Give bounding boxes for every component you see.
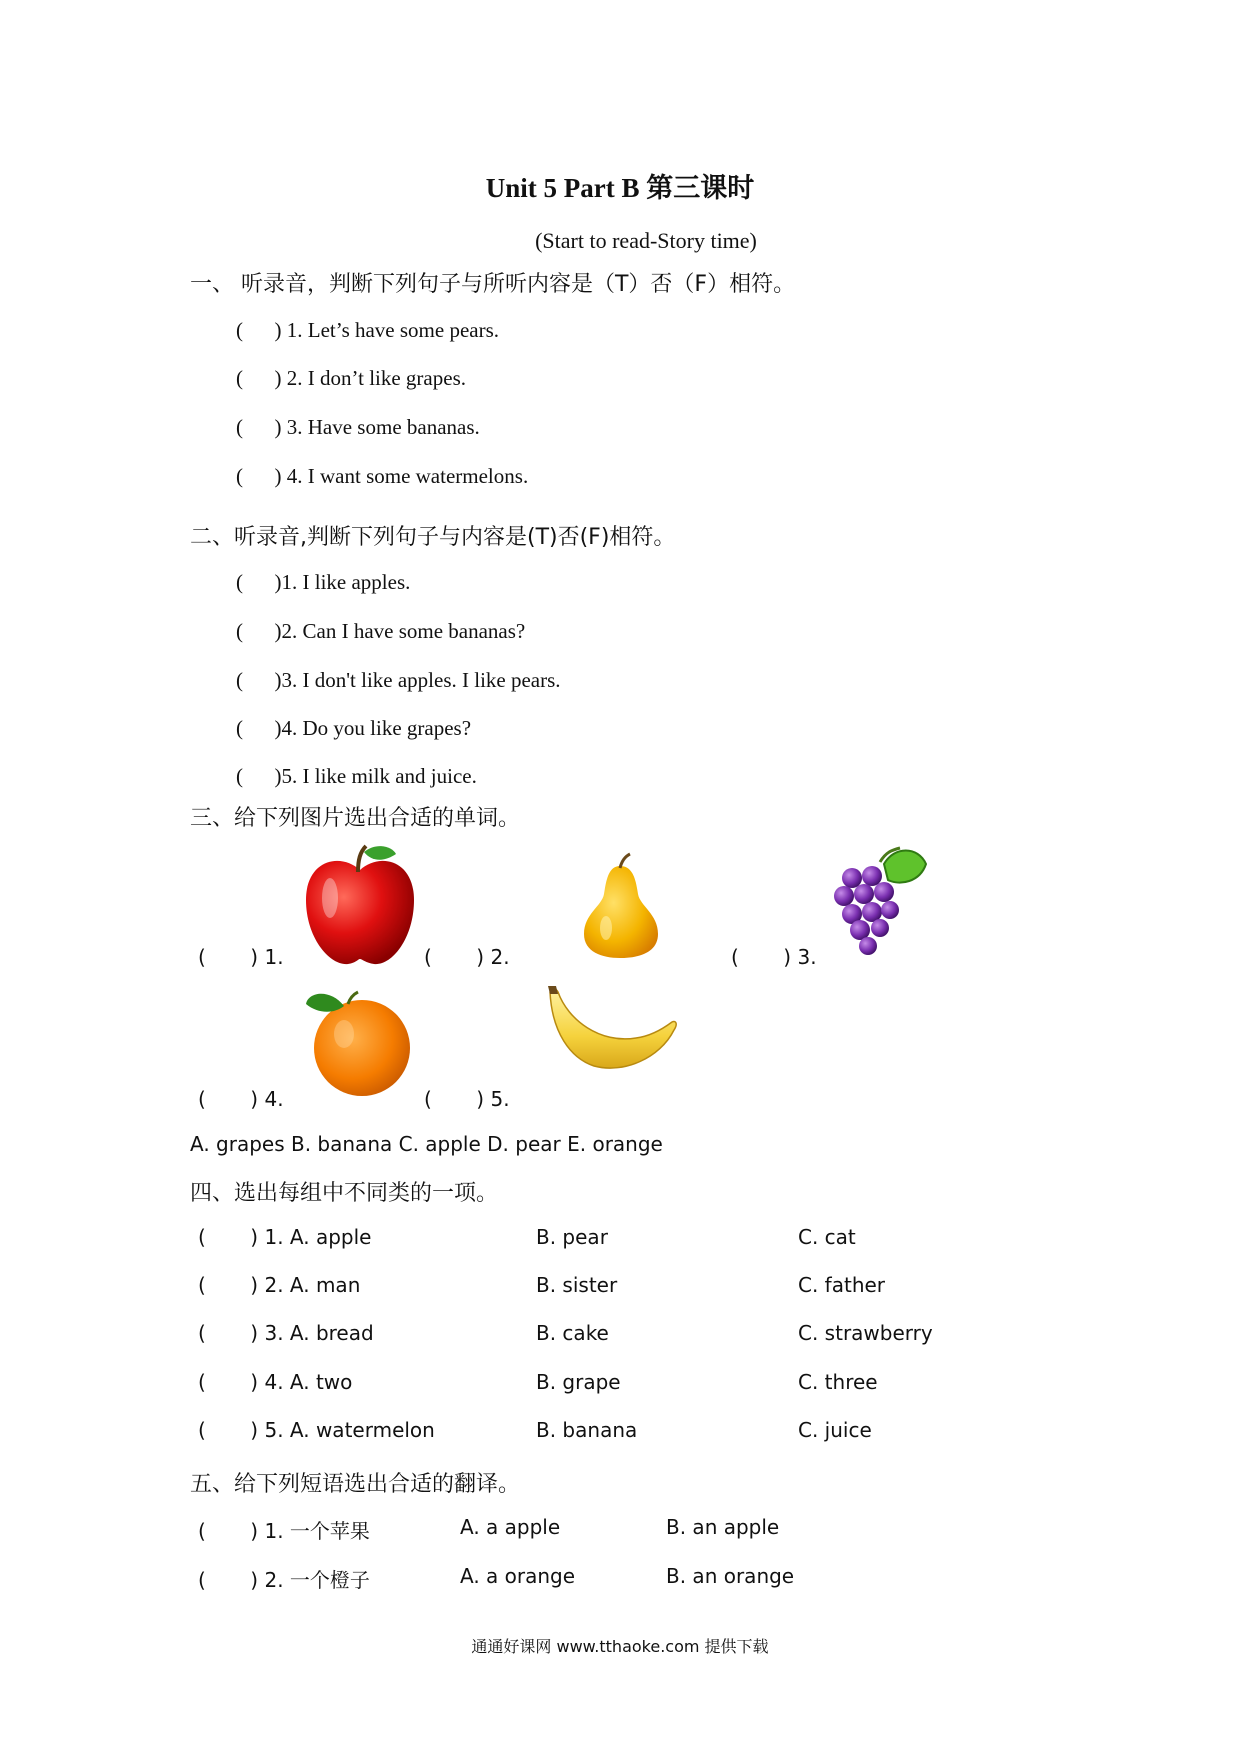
picture-question-4: ( ) 4. bbox=[198, 1087, 284, 1111]
odd-one-out-option: B. cake bbox=[536, 1321, 609, 1345]
odd-one-out-row-3: ( ) 3. A. bread bbox=[198, 1321, 374, 1345]
section-3-heading: 三、给下列图片选出合适的单词。 bbox=[190, 806, 521, 831]
odd-one-out-row-5: ( ) 5. A. watermelon bbox=[198, 1418, 435, 1442]
translation-row-1: ( ) 1. 一个苹果 bbox=[198, 1519, 370, 1543]
section-2-heading: 二、听录音,判断下列句子与内容是(T)否(F)相符。 bbox=[190, 525, 676, 550]
page-subtitle: (Start to read-Story time) bbox=[535, 228, 757, 253]
odd-one-out-option: C. three bbox=[798, 1370, 878, 1394]
translation-option: A. a apple bbox=[460, 1515, 561, 1539]
section-4-heading: 四、选出每组中不同类的一项。 bbox=[190, 1181, 499, 1206]
page-title: Unit 5 Part B 第三课时 bbox=[485, 173, 755, 203]
section-2-item: ( )4. Do you like grapes? bbox=[236, 716, 472, 740]
picture-question-3: ( ) 3. bbox=[731, 945, 817, 969]
section-2-item: ( )3. I don't like apples. I like pears. bbox=[236, 668, 561, 692]
section-1-item: ( ) 3. Have some bananas. bbox=[236, 415, 480, 439]
section-2-item: ( )1. I like apples. bbox=[236, 570, 411, 594]
section-1-item: ( ) 2. I don’t like grapes. bbox=[236, 366, 466, 390]
odd-one-out-option: B. pear bbox=[536, 1225, 608, 1249]
section-2-item: ( )5. I like milk and juice. bbox=[236, 764, 477, 788]
section-1-item: ( ) 1. Let’s have some pears. bbox=[236, 318, 500, 342]
picture-options: A. grapes B. banana C. apple D. pear E. orange bbox=[190, 1132, 663, 1156]
apple-picture bbox=[300, 842, 420, 968]
odd-one-out-option: B. sister bbox=[536, 1273, 618, 1297]
page-footer: 通通好课网 www.tthaoke.com 提供下载 bbox=[471, 1637, 769, 1656]
odd-one-out-option: C. father bbox=[798, 1273, 886, 1297]
odd-one-out-row-1: ( ) 1. A. apple bbox=[198, 1225, 372, 1249]
picture-question-1: ( ) 1. bbox=[198, 945, 284, 969]
translation-option: B. an orange bbox=[666, 1564, 795, 1588]
translation-option: B. an apple bbox=[666, 1515, 780, 1539]
odd-one-out-option: C. juice bbox=[798, 1418, 872, 1442]
odd-one-out-option: C. cat bbox=[798, 1225, 856, 1249]
odd-one-out-row-4: ( ) 4. A. two bbox=[198, 1370, 353, 1394]
grapes-picture bbox=[830, 842, 930, 966]
translation-option: A. a orange bbox=[460, 1564, 576, 1588]
odd-one-out-option: C. strawberry bbox=[798, 1321, 933, 1345]
section-1-item: ( ) 4. I want some watermelons. bbox=[236, 464, 529, 488]
picture-question-2: ( ) 2. bbox=[424, 945, 510, 969]
translation-row-2: ( ) 2. 一个橙子 bbox=[198, 1568, 370, 1592]
pear-picture bbox=[578, 852, 664, 960]
section-1-heading: 一、 听录音，判断下列句子与所听内容是（T）否（F）相符。 bbox=[190, 272, 796, 297]
orange-picture bbox=[300, 984, 416, 1100]
banana-picture bbox=[542, 984, 678, 1076]
odd-one-out-option: B. grape bbox=[536, 1370, 621, 1394]
odd-one-out-row-2: ( ) 2. A. man bbox=[198, 1273, 361, 1297]
section-5-heading: 五、给下列短语选出合适的翻译。 bbox=[190, 1472, 521, 1497]
picture-question-5: ( ) 5. bbox=[424, 1087, 510, 1111]
odd-one-out-option: B. banana bbox=[536, 1418, 638, 1442]
section-2-item: ( )2. Can I have some bananas? bbox=[236, 619, 526, 643]
